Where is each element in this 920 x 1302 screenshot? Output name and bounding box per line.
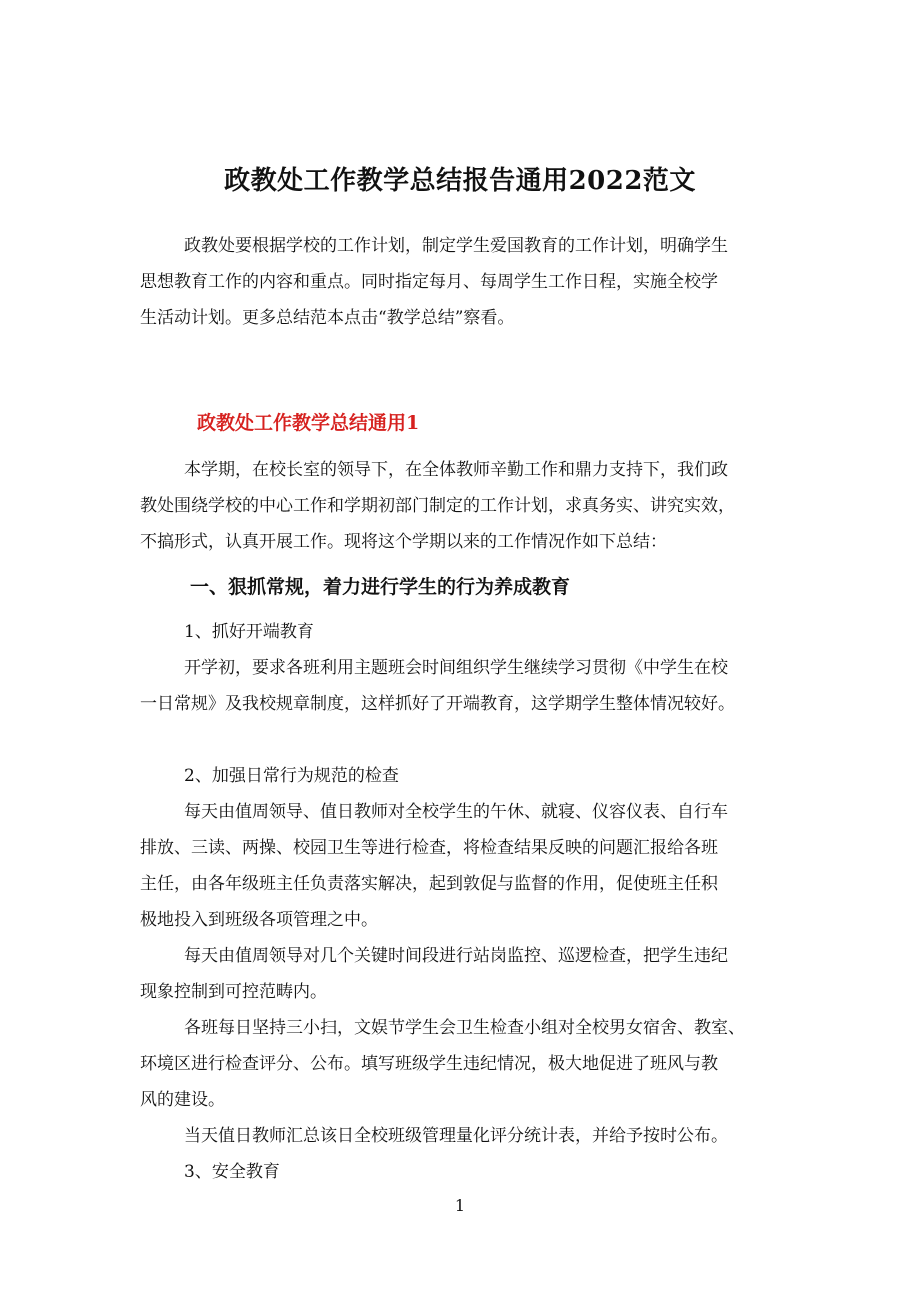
text-line: 开学初，要求各班利用主题班会时间组织学生继续学习贯彻《中学生在校 xyxy=(184,658,728,678)
section-intro-paragraph xyxy=(140,452,790,560)
text-line: 环境区进行检查评分、公布。填写班级学生违纪情况，极大地促进了班风与教 xyxy=(140,1054,718,1074)
text-line: 政教处要根据学校的工作计划，制定学生爱国教育的工作计划，明确学生 xyxy=(184,236,728,256)
text-line: 本学期，在校长室的领导下，在全体教师辛勤工作和鼎力支持下，我们政 xyxy=(184,460,728,480)
text-line: 排放、三读、两操、校园卫生等进行检查，将检查结果反映的问题汇报给各班 xyxy=(140,838,718,858)
item1-section xyxy=(140,614,790,722)
text-line: 每天由值周领导对几个关键时间段进行站岗监控、巡逻检查，把学生违纪 xyxy=(184,946,728,966)
part-heading: 一、狠抓常规，着力进行学生的行为养成教育 xyxy=(190,576,571,598)
section-heading: 政教处工作教学总结通用1 xyxy=(197,412,420,434)
item-title: 2、加强日常行为规范的检查 xyxy=(184,766,399,786)
text-line: 每天由值周领导、值日教师对全校学生的午休、就寝、仪容仪表、自行车 xyxy=(184,802,728,822)
text-line: 现象控制到可控范畴内。 xyxy=(140,982,327,1002)
item-title: 1、抓好开端教育 xyxy=(184,622,314,642)
item-title: 3、安全教育 xyxy=(184,1162,280,1182)
text-line: 生活动计划。更多总结范本点击“教学总结”察看。 xyxy=(140,308,515,328)
text-line: 教处围绕学校的中心工作和学期初部门制定的工作计划，求真务实、讲究实效， xyxy=(140,496,735,516)
text-line: 极地投入到班级各项管理之中。 xyxy=(140,910,378,930)
document-title: 政教处工作教学总结报告通用2022范文 xyxy=(224,166,696,196)
text-line: 不搞形式，认真开展工作。现将这个学期以来的工作情况作如下总结： xyxy=(140,532,667,552)
text-line: 一日常规》及我校规章制度，这样抓好了开端教育，这学期学生整体情况较好。 xyxy=(140,694,735,714)
text-line: 当天值日教师汇总该日全校班级管理量化评分统计表，并给予按时公布。 xyxy=(184,1126,728,1146)
item2-section xyxy=(140,758,790,1190)
text-line: 思想教育工作的内容和重点。同时指定每月、每周学生工作日程，实施全校学 xyxy=(140,272,718,292)
text-line: 风的建设。 xyxy=(140,1090,225,1110)
intro-paragraph xyxy=(140,228,790,336)
text-line: 各班每日坚持三小扫，文娱节学生会卫生检查小组对全校男女宿舍、教室、 xyxy=(184,1018,745,1038)
page-number: 1 xyxy=(454,1196,466,1215)
text-line: 主任，由各年级班主任负责落实解决，起到敦促与监督的作用，促使班主任积 xyxy=(140,874,718,894)
